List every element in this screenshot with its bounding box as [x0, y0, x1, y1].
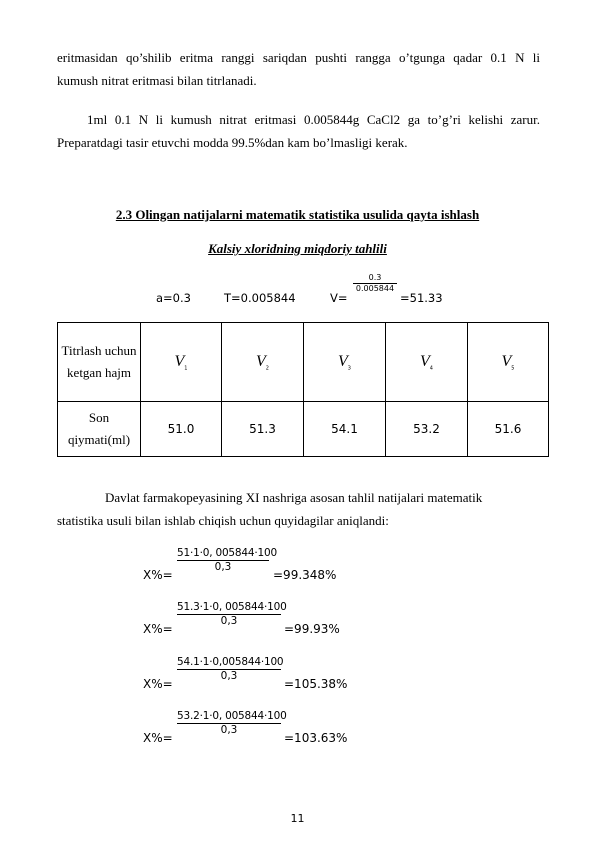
volume-symbol: V	[338, 352, 348, 370]
paragraph-statistics-intro	[57, 486, 540, 532]
header-v2-cell	[222, 323, 304, 402]
calc-denominator: 0,3	[220, 615, 238, 627]
value-cell: 51.6	[468, 402, 549, 457]
header-v1-cell	[141, 323, 222, 402]
calc-label: X%=	[143, 568, 173, 582]
calc-numerator: 53.2·1·0, 005844·100	[177, 710, 287, 722]
volume-symbol: V	[256, 352, 266, 370]
param-a: a=0.3	[156, 291, 191, 305]
paragraph-titration-end	[57, 46, 540, 92]
calc-numerator: 51·1·0, 005844·100	[177, 547, 277, 559]
text-line: 1ml 0.1 N li kumush nitrat eritmasi 0.005844g CaCl2 ga to’g’ri kelishi zarur.	[87, 112, 540, 127]
v-fraction-numerator: 0.3	[368, 273, 382, 282]
row-label-cell: Son qiymati(ml)	[58, 402, 141, 457]
value-cell: 54.1	[304, 402, 386, 457]
volume-symbol: V	[501, 352, 512, 370]
titration-volume-table	[57, 322, 549, 457]
paragraph-equivalence	[57, 108, 540, 154]
value-cell: 53.2	[386, 402, 468, 457]
header-label-cell: Titrlash uchun ketgan hajm	[58, 323, 141, 402]
value-cell: 51.0	[141, 402, 222, 457]
volume-symbol: V	[420, 352, 430, 370]
table-header-row	[58, 323, 549, 402]
header-v5-cell	[468, 323, 549, 402]
volume-subscript: 1	[184, 365, 188, 372]
v-fraction-denominator: 0.005844	[355, 284, 395, 293]
header-v3-cell	[304, 323, 386, 402]
table-row	[58, 402, 549, 457]
calc-denominator: 0,3	[220, 724, 238, 736]
calc-label: X%=	[143, 731, 173, 745]
sub-heading: Kalsiy xloridning miqdoriy tahlili	[208, 241, 387, 256]
header-v4-cell	[386, 323, 468, 402]
page-number: 11	[290, 812, 305, 825]
volume-subscript: 3	[347, 365, 351, 372]
calc-result: =99.348%	[273, 568, 337, 582]
text-line: statistika usuli bilan ishlab chiqish uchun quyidagilar aniqlandi:	[57, 513, 389, 528]
param-v-result: =51.33	[400, 291, 443, 305]
volume-subscript: 2	[265, 365, 269, 372]
calc-result: =99.93%	[284, 622, 340, 636]
calc-label: X%=	[143, 677, 173, 691]
calc-numerator: 51.3·1·0, 005844·100	[177, 601, 287, 613]
calc-label: X%=	[143, 622, 173, 636]
param-t: T=0.005844	[224, 291, 296, 305]
volume-subscript: 5	[511, 365, 515, 372]
section-heading: 2.3 Olingan natijalarni matematik statistika usulida qayta ishlash	[115, 207, 480, 222]
v-fraction	[353, 273, 397, 294]
calc-fraction	[177, 656, 284, 683]
calc-result: =103.63%	[284, 731, 348, 745]
volume-subscript: 4	[429, 365, 433, 372]
text-line: kumush nitrat eritmasi bilan titrlanadi.	[57, 73, 257, 88]
text-line: eritmasidan qo’shilib eritma ranggi sariqdan pushti rangga o’tgunga qadar 0.1 N li	[57, 50, 540, 65]
calc-numerator: 54.1·1·0,005844·100	[177, 656, 284, 668]
calc-fraction	[177, 547, 277, 574]
value-cell: 51.3	[222, 402, 304, 457]
calc-fraction	[177, 601, 287, 628]
calc-result: =105.38%	[284, 677, 348, 691]
volume-symbol: V	[174, 352, 185, 370]
calc-denominator: 0,3	[214, 561, 232, 573]
text-line: Davlat farmakopeyasining XI nashriga asosan tahlil natijalari matematik	[105, 490, 483, 505]
text-line: Preparatdagi tasir etuvchi modda 99.5%dan kam bo’lmasligi kerak.	[57, 135, 408, 150]
calc-fraction	[177, 710, 287, 737]
calc-denominator: 0,3	[220, 670, 238, 682]
param-v-label: V=	[330, 291, 348, 305]
